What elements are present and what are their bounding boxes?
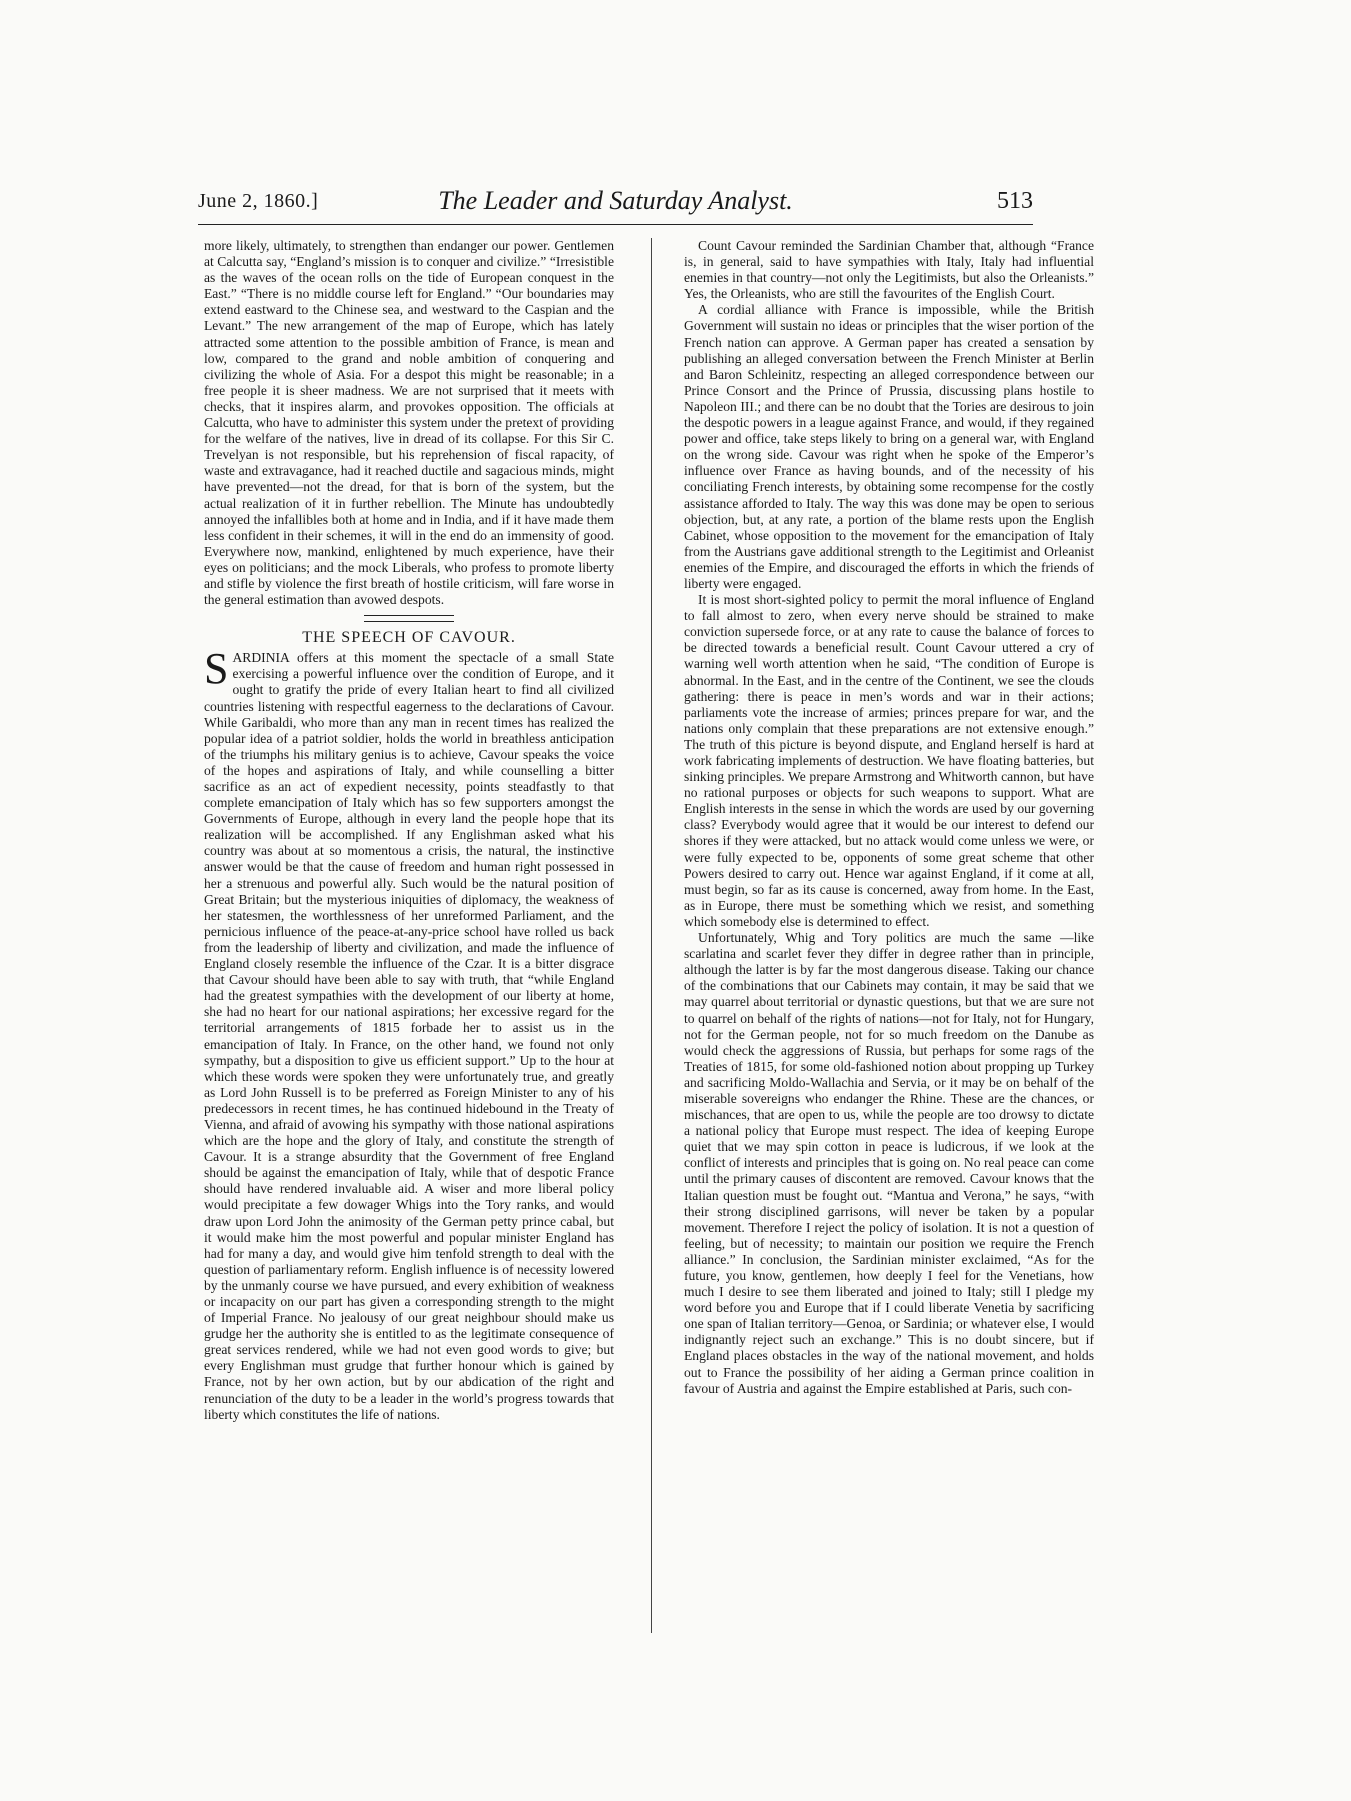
right-paragraph-2: A cordial alliance with France is impossible, while the British Government will sustain no ideas or principles that the wiser portion of the French nation can approve. A German paper has created a sensation by publishing an alleged conversation between the French Minister at Berlin and Baron Schleinitz, respecting an alleged correspondence between our Prince Consort and the Prince of Prussia, discussing plans hostile to Napoleon III.; and there can be no doubt that the Tories are desirous to join the despotic powers in a league against France, and would, if they regained power and office, take steps likely to bring on a general war, with England on the wrong side. Cavour was right when he spoke of the Emperor’s influence over France as having bounds, and of the necessity of his conciliating French interests, by obtaining some recompense for the costly assistance afforded to Italy. The way this was done may be open to serious objection, but, at any rate, a portion of the blame rests upon the English Cabinet, whose opposition to the movement for the emancipation of Italy from the Austrians gave additional strength to the Legitimist and Orleanist enemies of the Empire, and discouraged the efforts in which the friends of liberty were engaged. — [684, 302, 1094, 591]
issue-date: June 2, 1860.] — [198, 190, 319, 212]
page-header — [198, 186, 1033, 225]
section-rule — [364, 615, 454, 622]
right-paragraph-3: It is most short-sighted policy to permit the moral influence of England to fall almost to zero, when every nerve should be strained to make conviction supersede force, or at any rate to cause the balance of forces to be directed towards a beneficial result. Count Cavour uttered a cry of warning well worth attention when he said, “The condition of Europe is abnormal. In the East, and in the centre of the Continent, we see the clouds gathering: there is peace in men’s words and war in their actions; parliaments vote the increase of armies; princes prepare for war, and the nations only complain that these preparations are not extensive enough.” The truth of this picture is beyond dispute, and England herself is hard at work fabricating implements of destruction. We have floating batteries, but sinking principles. We prepare Armstrong and Whitworth cannon, but have no rational purposes or objects for such weapons to support. What are English interests in the sense in which the words are used by our governing class? Everybody would agree that it would be our interest to defend our shores if they were attacked, but no attack would come unless we were, or were fully expected to be, opponents of some great scheme that other Powers desired to carry out. Hence war against England, if it come at all, must begin, so far as its cause is concerned, away from home. In the East, as in Europe, there must be something which we resist, and something which somebody else is determined to effect. — [684, 592, 1094, 929]
right-paragraph-4: Unfortunately, Whig and Tory politics are much the same —like scarlatina and scarlet fever they differ in degree rather than in principle, although the latter is by far the most dangerous disease. Taking our chance of the combinations that our Cabinets may contain, it may be said that we may quarrel about territorial or dynastic questions, but that we are sure not to quarrel on behalf of the rights of nations—not for Italy, not for Hungary, not for the German people, not for so much freedom on the Danube as would check the aggressions of Russia, but perhaps for some rags of the Treaties of 1815, for some old-fashioned notion about propping up Turkey and sacrificing Moldo-Wallachia and Servia, or it may be on behalf of the miserable sovereigns who endanger the Rhine. These are the chances, or mischances, that are open to us, while the people are too drowsy to dictate a national policy that Europe must respect. The idea of keeping Europe quiet that we may spin cotton in peace is ludicrous, if we look at the conflict of interests and principles that is going on. No real peace can come until the primary causes of discontent are removed. Cavour knows that the Italian question must be fought out. “Mantua and Verona,” he says, “with their strong disciplined garrisons, will never be taken by a popular movement. Therefore I reject the policy of isolation. It is not a question of feeling, but of necessity; to maintain our position we require the French alliance.” In conclusion, the Sardinian minister exclaimed, “As for the future, you know, gentlemen, how deeply I feel for the Venetians, how much I desire to see them liberated and joined to Italy; still I pledge my word before you and Europe that if I could liberate Venetia by sacrificing one span of Italian territory—Genoa, or Sardinia; or whatever else, I would indignantly reject such an exchange.” This is no doubt sincere, but if England places obstacles in the way of the national movement, and holds out to France the possibility of her aiding a German prince coalition in favour of Austria and against the Empire established at Paris, such con- — [684, 930, 1094, 1396]
left-paragraph-2-text: ARDINIA offers at this moment the spectacle of a small State exercising a powerful influence over the condition of Europe, and it ought to gratify the pride of every Italian heart to find all civilized countries listening with respectful eagerness to the declarations of Cavour. While Garibaldi, who more than any man in recent times has realized the popular idea of a patriot soldier, holds the world in breathless anticipation of the triumphs his military genius is to achieve, Cavour speaks the voice of the hopes and aspirations of Italy, and while counselling a bitter sacrifice as an act of expedient necessity, points steadfastly to that complete emancipation of Italy which has so few supporters amongst the Governments of Europe, although in every land the people hope that its realization will be accomplished. If any Englishman asked what his country was about at so momentous a crisis, the natural, the instinctive answer would be that the cause of freedom and human right possessed in her a strenuous and powerful ally. Such would be the natural position of Great Britain; but the mysterious iniquities of diplomacy, the weakness of her statesmen, the worthlessness of her unreformed Parliament, and the pernicious influence of the peace-at-any-price school have rolled us back from the leadership of liberty and civilization, and made the influence of England closely resemble the influence of the Czar. It is a bitter disgrace that Cavour should have been able to say with truth, that “while England had the greatest sympathies with the development of our liberty at home, she had no heart for our national aspirations; her excessive regard for the territorial arrangements of 1815 forbade her to assist us in the emancipation of Italy. In France, on the other hand, we found not only sympathy, but a disposition to give us efficient support.” Up to the hour at which these words were spoken they were unfortunately true, and greatly as Lord John Russell is to be preferred as Foreign Minister to any of his predecessors in recent times, he has continued hidebound in the Treaty of Vienna, and afraid of avowing his sympathy with those national aspirations which are the hope and the glory of Italy, and constitute the strength of Cavour. It is a strange absurdity that the Government of free England should be against the emancipation of Italy, while that of despotic France should have rendered invaluable aid. A wiser and more liberal policy would precipitate a few dowager Whigs into the Tory ranks, and would draw upon Lord John the animosity of the German petty prince cabal, but it would make him the most powerful and popular minister England has had for many a day, and would give him tenfold strength to deal with the question of parliamentary reform. English influence is of necessity lowered by the unmanly course we have pursued, and every exhibition of weakness or incapacity on our part has given a corresponding strength to the might of Imperial France. No jealousy of our great neighbour should make us grudge her the authority she is entitled to as the legitimate consequence of great services rendered, while we had not even good words to give; but every Englishman must grudge that further honour which is gained by France, not by her own action, but by our abdication of the right and renunciation of the duty to be a leader in the world’s progress towards that liberty which constitutes the life of nations. — [204, 650, 614, 1422]
right-paragraph-1: Count Cavour reminded the Sardinian Chamber that, although “France is, in general, said to have sympathies with Italy, Italy had influential enemies in that country—not only the Legitimists, but also the Orleanists.” Yes, the Orleanists, who are still the favourites of the English Court. — [684, 238, 1094, 302]
right-column — [684, 238, 1094, 1397]
page-number: 513 — [997, 188, 1033, 214]
left-paragraph-1: more likely, ultimately, to strengthen than endanger our power. Gentlemen at Calcutta say, “England’s mission is to conquer and civilize.” “Irresistible as the waves of the ocean rolls on the tide of European conquest in the East.” “There is no middle course left for England.” “Our boundaries may extend eastward to the Chinese sea, and westward to the Caspian and the Levant.” The new arrangement of the map of Europe, which has lately attracted some attention to the possible ambition of France, is mean and low, compared to the grand and noble ambition of conquering and civilizing the whole of Asia. For a despot this might be reasonable; in a free people it is sheer madness. We are not surprised that it meets with checks, that it inspires alarm, and provokes opposition. The officials at Calcutta, who have to administer this system under the pretext of providing for the welfare of the natives, live in dread of its collapse. For this Sir C. Trevelyan is not responsible, but his reprehension of fiscal rapacity, of waste and extravagance, had it reached ductile and sagacious minds, might have prevented—not the dread, for that is born of the system, but the actual realization of it in further rebellion. The Minute has undoubtedly annoyed the infallibles both at home and in India, and if it have made them less confident in their schemes, it will in the end do an immensity of good. Everywhere now, mankind, enlightened by much experience, have their eyes on politicians; and the mock Liberals, who profess to promote liberty and stifle by violence the first breath of hostile criticism, will fare worse in the general estimation than avowed despots. — [204, 238, 614, 608]
publication-title: The Leader and Saturday Analyst. — [438, 186, 793, 215]
left-column — [204, 238, 614, 1423]
column-divider — [651, 238, 652, 1633]
section-title: THE SPEECH OF CAVOUR. — [302, 629, 516, 647]
drop-cap: S — [204, 644, 229, 694]
left-paragraph-2 — [204, 644, 614, 1423]
